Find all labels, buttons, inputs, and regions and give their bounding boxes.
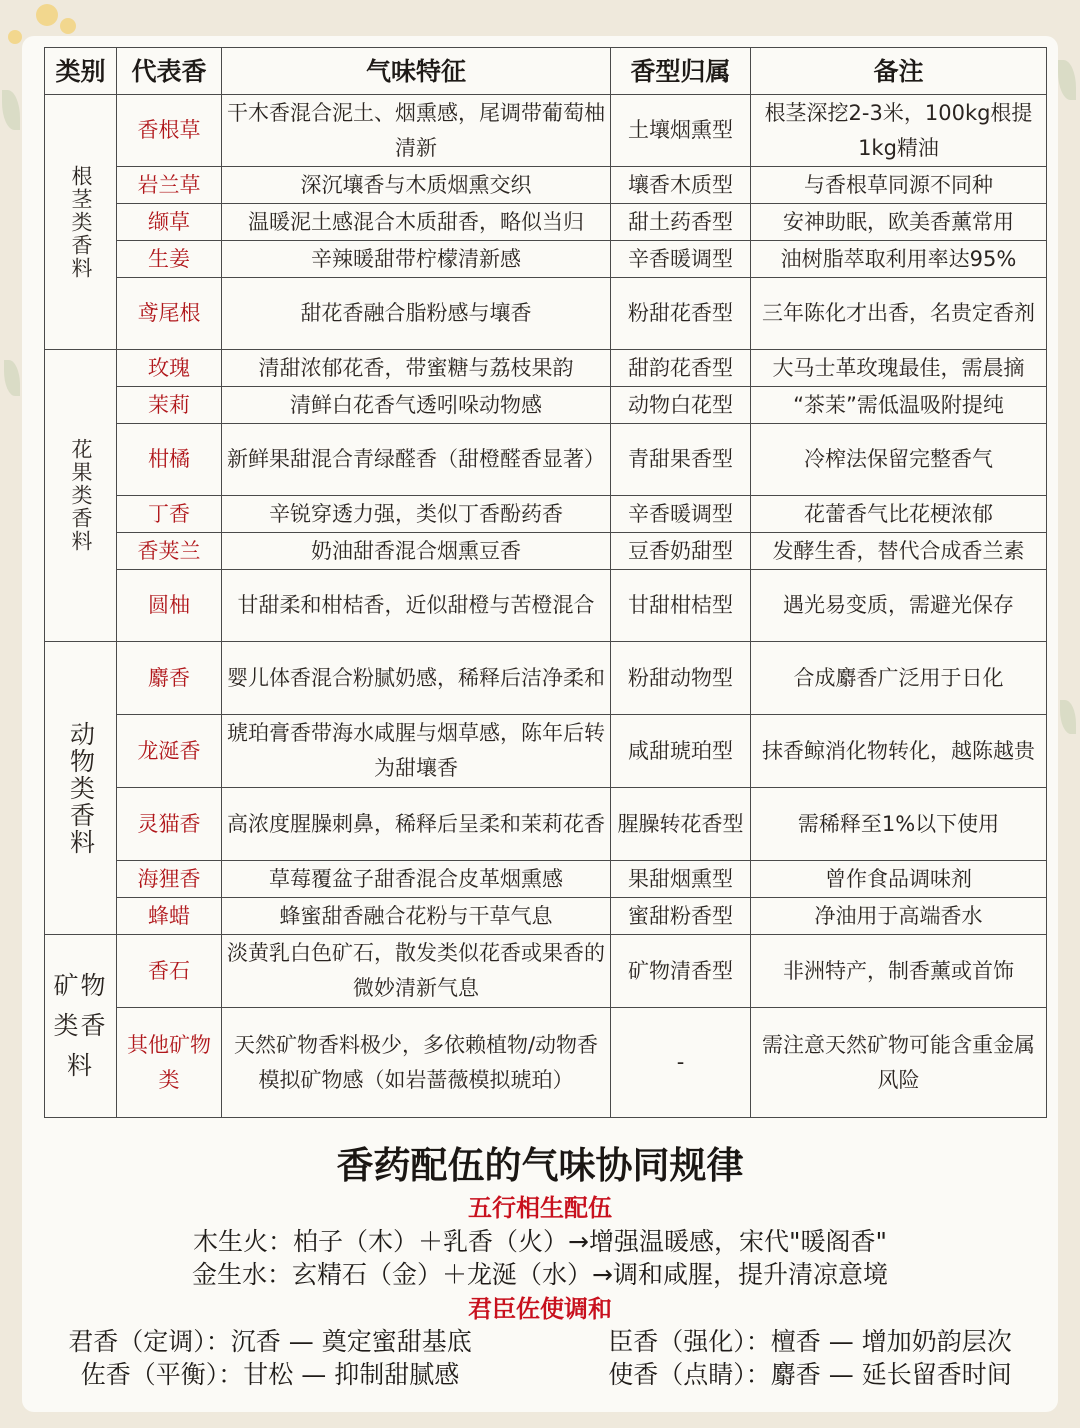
- feature-cell: 深沉壤香与木质烟熏交织: [222, 167, 611, 204]
- table-row: [45, 204, 1047, 241]
- header-feature: 气味特征: [222, 48, 611, 95]
- feature-cell: 淡黄乳白色矿石，散发类似花香或果香的微妙清新气息: [222, 935, 611, 1008]
- table-row: [45, 533, 1047, 570]
- leaf-icon: [2, 90, 20, 130]
- spice-name: 灵猫香: [117, 788, 222, 861]
- spice-name: 香石: [117, 935, 222, 1008]
- type-cell: 粉甜花香型: [611, 278, 751, 350]
- spice-name: 柑橘: [117, 424, 222, 496]
- junchen-right-line: 臣香（强化）：檀香 — 增加奶韵层次: [608, 1327, 1012, 1356]
- spice-table: [44, 47, 1047, 1118]
- feature-cell: 干木香混合泥土、烟熏感，尾调带葡萄柚清新: [222, 95, 611, 167]
- note-cell: 非洲特产，制香薰或首饰: [751, 935, 1047, 1008]
- feature-cell: 天然矿物香料极少，多依赖植物/动物香模拟矿物感（如岩蔷薇模拟琥珀）: [222, 1008, 611, 1118]
- category-cell: 动物类香料: [45, 642, 117, 935]
- feature-cell: 温暖泥土感混合木质甜香，略似当归: [222, 204, 611, 241]
- header-category: 类别: [45, 48, 117, 95]
- table-header-row: [45, 48, 1047, 95]
- spice-name: 生姜: [117, 241, 222, 278]
- feature-cell: 蜂蜜甜香融合花粉与干草气息: [222, 898, 611, 935]
- table-row: [45, 935, 1047, 1008]
- table-row: [45, 424, 1047, 496]
- type-cell: 甜韵花香型: [611, 350, 751, 387]
- spice-name: 茉莉: [117, 387, 222, 424]
- table-row: [45, 642, 1047, 715]
- junchen-right-line: 使香（点睛）：麝香 — 延长留香时间: [608, 1360, 1012, 1389]
- note-cell: 发酵生香，替代合成香兰素: [751, 533, 1047, 570]
- note-cell: 曾作食品调味剂: [751, 861, 1047, 898]
- spice-name: 麝香: [117, 642, 222, 715]
- feature-cell: 琥珀膏香带海水咸腥与烟草感，陈年后转为甜壤香: [222, 715, 611, 788]
- category-cell: 矿物类香料: [45, 935, 117, 1118]
- leaf-icon: [4, 360, 20, 396]
- note-cell: 抹香鲸消化物转化，越陈越贵: [751, 715, 1047, 788]
- junchen-left-line: 君香（定调）：沉香 — 奠定蜜甜基底: [68, 1327, 472, 1356]
- feature-cell: 婴儿体香混合粉腻奶感，稀释后洁净柔和: [222, 642, 611, 715]
- spice-name: 海狸香: [117, 861, 222, 898]
- spice-name: 香荚兰: [117, 533, 222, 570]
- header-name: 代表香: [117, 48, 222, 95]
- note-cell: “茶茉”需低温吸附提纯: [751, 387, 1047, 424]
- junchen-heading: 君臣佐使调和: [468, 1295, 612, 1323]
- note-cell: 遇光易变质，需避光保存: [751, 570, 1047, 642]
- type-cell: 壤香木质型: [611, 167, 751, 204]
- header-note: 备注: [751, 48, 1047, 95]
- type-cell: 果甜烟熏型: [611, 861, 751, 898]
- spice-name: 香根草: [117, 95, 222, 167]
- note-cell: 与香根草同源不同种: [751, 167, 1047, 204]
- table-row: [45, 715, 1047, 788]
- leaf-icon: [1060, 700, 1076, 734]
- type-cell: 辛香暖调型: [611, 496, 751, 533]
- feature-cell: 甘甜柔和柑桔香，近似甜橙与苦橙混合: [222, 570, 611, 642]
- header-type: 香型归属: [611, 48, 751, 95]
- junchen-left-line: 佐香（平衡）：甘松 — 抑制甜腻感: [80, 1360, 460, 1389]
- table-row: [45, 861, 1047, 898]
- spice-name: 岩兰草: [117, 167, 222, 204]
- type-cell: 辛香暖调型: [611, 241, 751, 278]
- blossom-icon: [8, 30, 22, 44]
- blossom-icon: [36, 4, 58, 26]
- spice-name: 圆柚: [117, 570, 222, 642]
- table-row: [45, 350, 1047, 387]
- wuxing-line: 木生火：柏子（木）＋乳香（火）→增强温暖感，宋代"暖阁香": [193, 1227, 887, 1256]
- type-cell: 咸甜琥珀型: [611, 715, 751, 788]
- type-cell: 土壤烟熏型: [611, 95, 751, 167]
- type-cell: 腥臊转花香型: [611, 788, 751, 861]
- table-row: [45, 387, 1047, 424]
- type-cell: -: [611, 1008, 751, 1118]
- spice-name: 缬草: [117, 204, 222, 241]
- feature-cell: 辛锐穿透力强，类似丁香酚药香: [222, 496, 611, 533]
- feature-cell: 高浓度腥臊刺鼻，稀释后呈柔和茉莉花香: [222, 788, 611, 861]
- spice-name: 蜂蜡: [117, 898, 222, 935]
- spice-name: 龙涎香: [117, 715, 222, 788]
- note-cell: 花蕾香气比花梗浓郁: [751, 496, 1047, 533]
- spice-name: 玫瑰: [117, 350, 222, 387]
- note-cell: 大马士革玫瑰最佳，需晨摘: [751, 350, 1047, 387]
- table-row: [45, 167, 1047, 204]
- feature-cell: 辛辣暖甜带柠檬清新感: [222, 241, 611, 278]
- type-cell: 粉甜动物型: [611, 642, 751, 715]
- blossom-icon: [60, 18, 76, 34]
- type-cell: 甘甜柑桔型: [611, 570, 751, 642]
- note-cell: 油树脂萃取利用率达95%: [751, 241, 1047, 278]
- feature-cell: 新鲜果甜混合青绿醛香（甜橙醛香显著）: [222, 424, 611, 496]
- type-cell: 豆香奶甜型: [611, 533, 751, 570]
- table-row: [45, 496, 1047, 533]
- leaf-icon: [1058, 60, 1076, 100]
- type-cell: 蜜甜粉香型: [611, 898, 751, 935]
- spice-name: 其他矿物类: [117, 1008, 222, 1118]
- section-title: 香药配伍的气味协同规律: [336, 1144, 744, 1187]
- type-cell: 青甜果香型: [611, 424, 751, 496]
- type-cell: 甜土药香型: [611, 204, 751, 241]
- note-cell: 冷榨法保留完整香气: [751, 424, 1047, 496]
- type-cell: 动物白花型: [611, 387, 751, 424]
- note-cell: 合成麝香广泛用于日化: [751, 642, 1047, 715]
- table-row: [45, 241, 1047, 278]
- note-cell: 需稀释至1%以下使用: [751, 788, 1047, 861]
- spice-name: 鸢尾根: [117, 278, 222, 350]
- type-cell: 矿物清香型: [611, 935, 751, 1008]
- table-row: [45, 95, 1047, 167]
- category-cell: 花果类香料: [45, 350, 117, 642]
- feature-cell: 清鲜白花香气透吲哚动物感: [222, 387, 611, 424]
- note-cell: 需注意天然矿物可能含重金属风险: [751, 1008, 1047, 1118]
- note-cell: 净油用于高端香水: [751, 898, 1047, 935]
- note-cell: 三年陈化才出香，名贵定香剂: [751, 278, 1047, 350]
- note-cell: 根茎深挖2-3米，100kg根提1kg精油: [751, 95, 1047, 167]
- wuxing-heading: 五行相生配伍: [468, 1194, 612, 1222]
- table-row: [45, 1008, 1047, 1118]
- table-row: [45, 570, 1047, 642]
- note-cell: 安神助眠，欧美香薰常用: [751, 204, 1047, 241]
- spice-name: 丁香: [117, 496, 222, 533]
- feature-cell: 草莓覆盆子甜香混合皮革烟熏感: [222, 861, 611, 898]
- table-row: [45, 278, 1047, 350]
- wuxing-line: 金生水：玄精石（金）＋龙涎（水）→调和咸腥，提升清凉意境: [192, 1260, 888, 1289]
- feature-cell: 甜花香融合脂粉感与壤香: [222, 278, 611, 350]
- category-cell: 根茎类香料: [45, 95, 117, 350]
- feature-cell: 清甜浓郁花香，带蜜糖与荔枝果韵: [222, 350, 611, 387]
- feature-cell: 奶油甜香混合烟熏豆香: [222, 533, 611, 570]
- table-row: [45, 788, 1047, 861]
- table-row: [45, 898, 1047, 935]
